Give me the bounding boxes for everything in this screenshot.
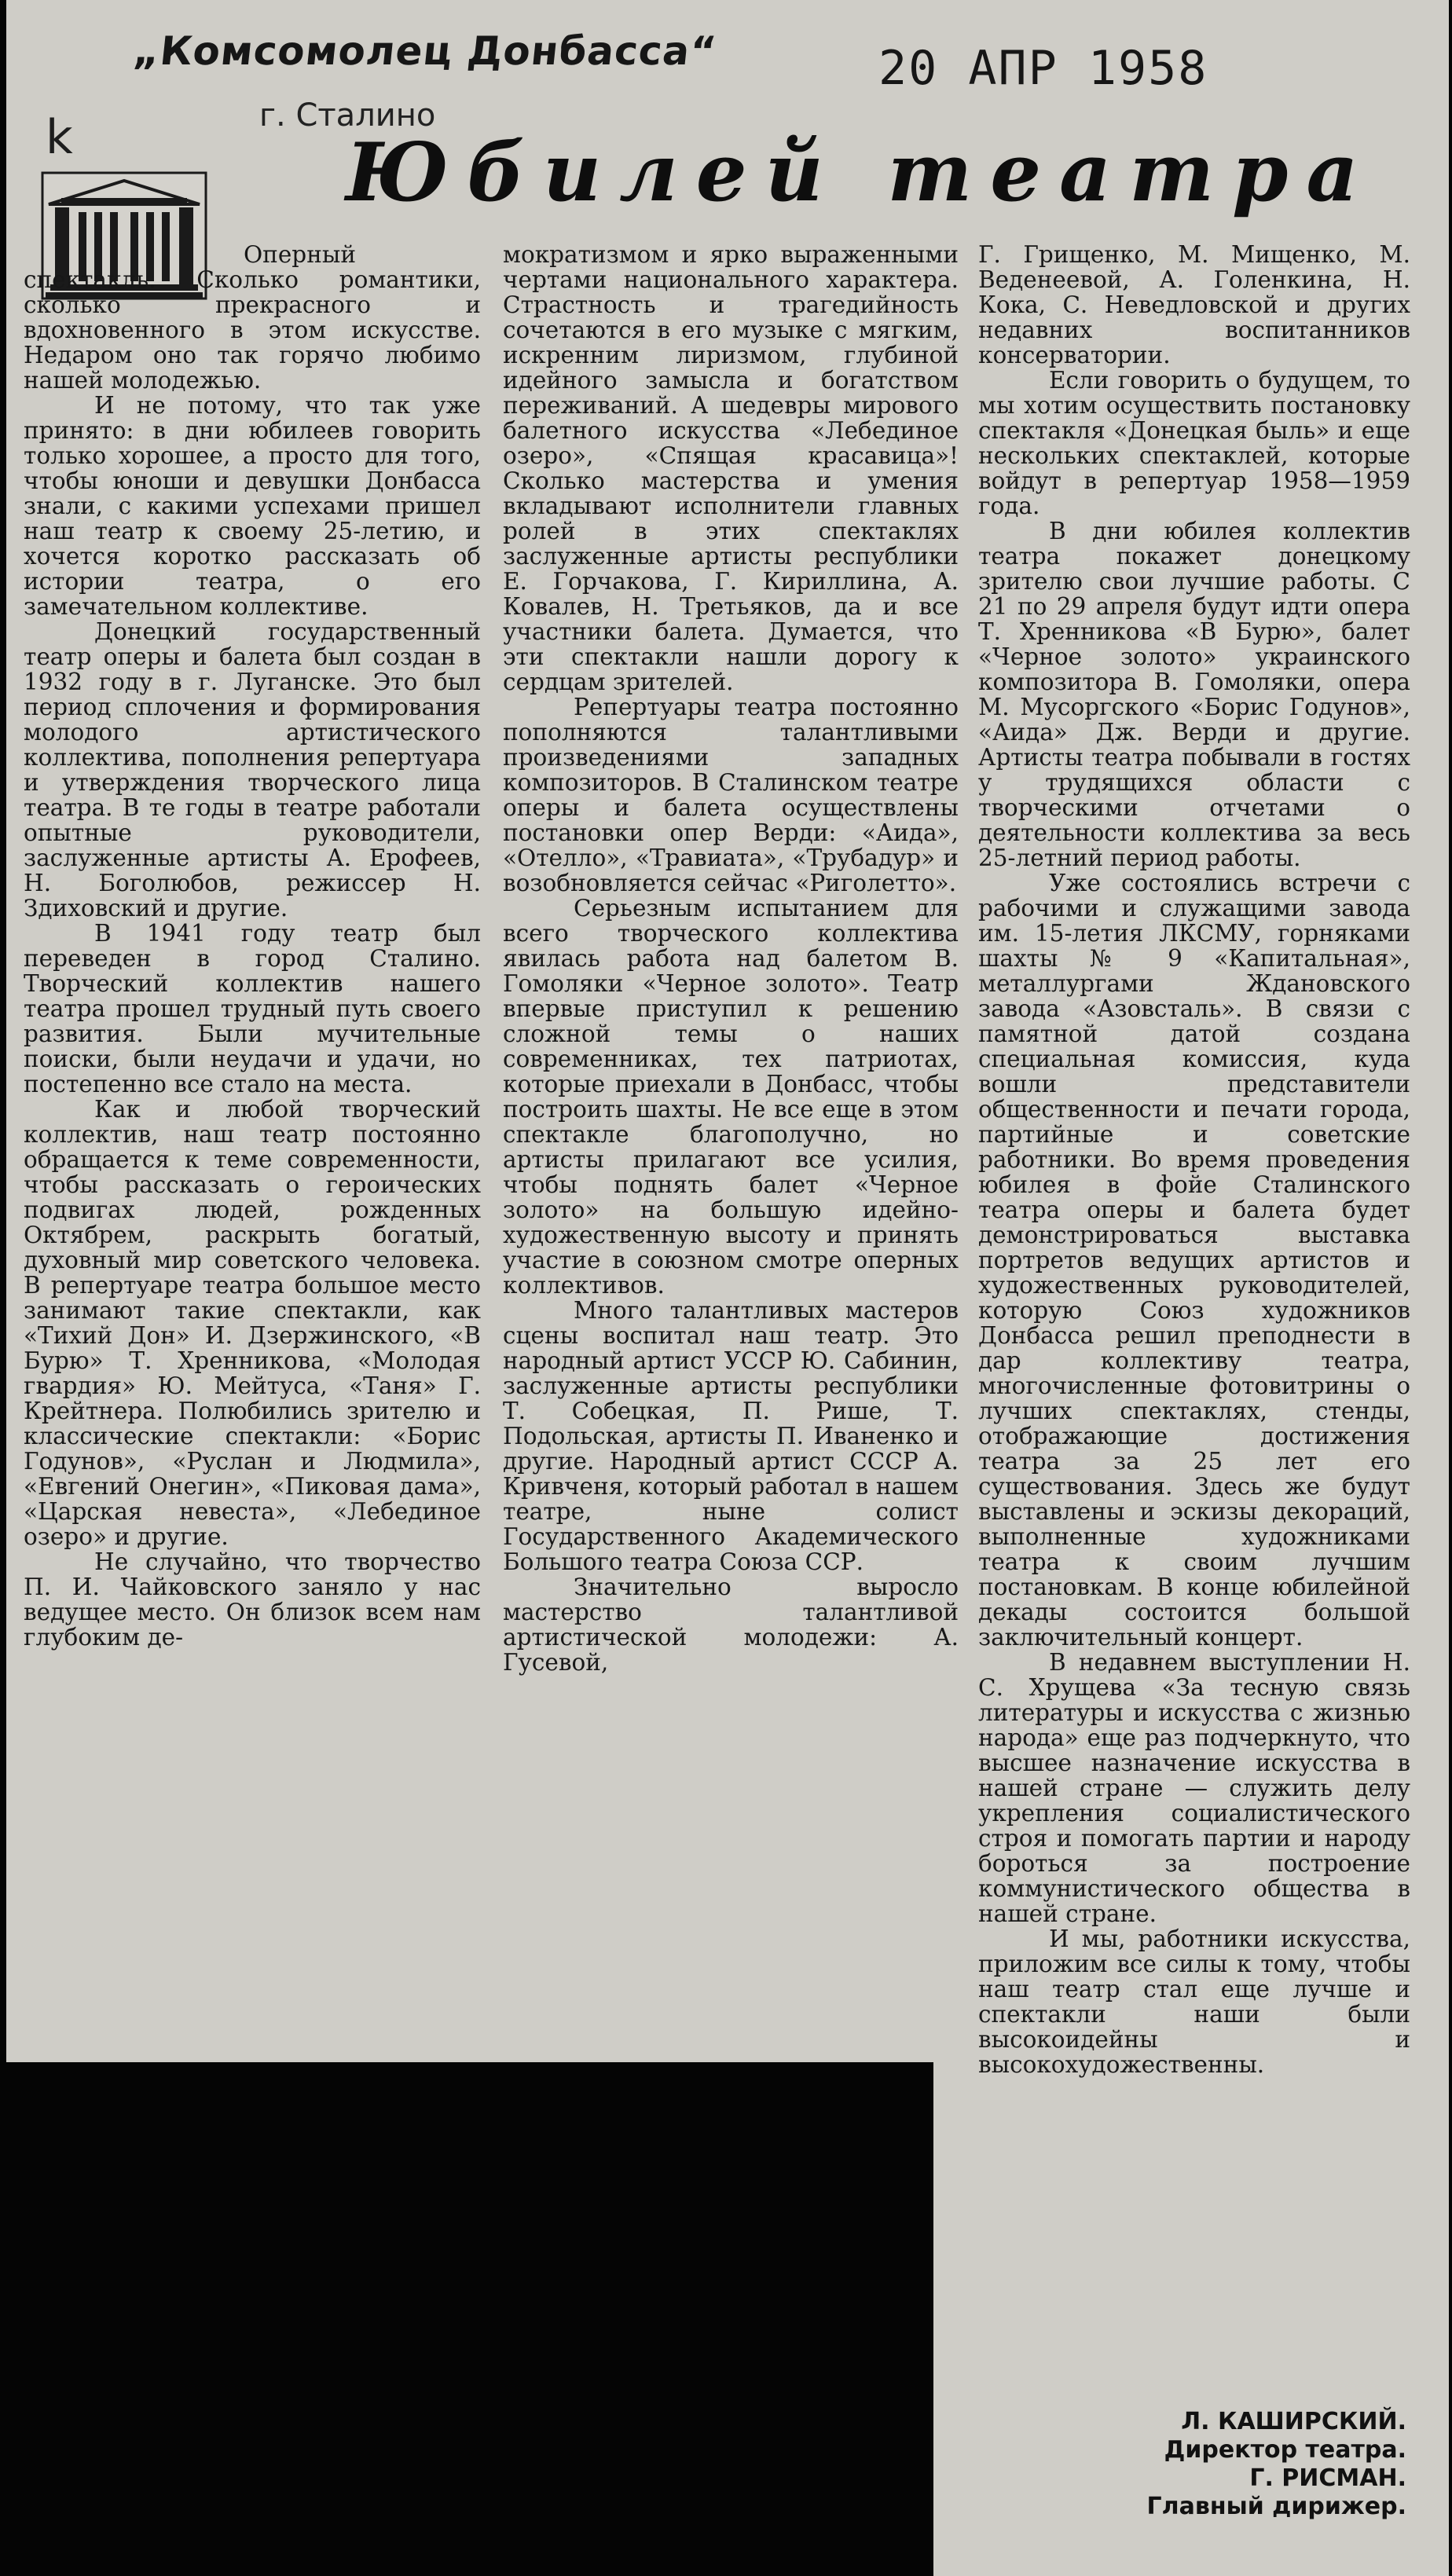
paragraph: Значительно выросло мастерство талантливой артистической молодежи: А. Гусевой,: [503, 1574, 959, 1676]
signature-block: [966, 2408, 1406, 2521]
paragraph: Уже состоялись встречи с рабочими и служащими завода им. 15-летия ЛКСМУ, горняками шахты № 9 «Капитальная», металлургами Ждановского завода «Азовсталь». В связи с памятной датой создана специальная комиссия, куда вошли представители общественности и печати города, партийные и советские работники. Во время проведения юбилея в фойе Сталинского театра оперы и балета будет демонстрироваться выставка портретов ведущих артистов и художественных руководителей, которую Союз художников Донбасса решил преподнести в дар коллективу театра, многочисленные фотовитрины о лучших спектаклях, стенды, отображающие достижения театра за 25 лет его существования. Здесь же будут выставлены и эскизы декораций, выполненные художниками театра к своим лучшим постановкам. В конце юбилейной декады состоится большой заключительный концерт.: [978, 870, 1410, 1651]
paragraph: И мы, работники искусства, приложим все силы к тому, чтобы наш театр стал еще лучше и спектакли наши были высокоидейны и высокохудожественны.: [978, 1926, 1410, 2078]
paragraph: В 1941 году театр был переведен в город Сталино. Творческий коллектив нашего театра прошел трудный путь своего развития. Были мучительные поиски, были неудачи и удачи, но постепенно все стало на места.: [24, 920, 481, 1097]
paragraph: мократизмом и ярко выраженными чертами национального характера. Страстность и трагедийность сочетаются в его музыке с мягким, искренним лиризмом, глубиной идейного замысла и богатством переживаний. А шедевры мирового балетного искусства «Лебединое озеро», «Спящая красавица»! Сколько мастерства и умения вкладывают исполнители главных ролей в этих спектаклях заслуженные артисты республики Е. Горчакова, Г. Кириллина, А. Ковалев, Н. Третьяков, да и все участники балета. Думается, что эти спектакли нашли дорогу к сердцам зрителей.: [503, 241, 959, 695]
signature-role: Главный дирижер.: [1146, 2493, 1406, 2520]
paragraph: Оперный спектакль. Сколько романтики, сколько прекрасного и вдохновенного в этом искусстве. Недаром оно так горячо любимо нашей молодежью.: [24, 241, 481, 394]
paragraph: Донецкий государственный театр оперы и балета был создан в 1932 году в г. Луганске. Это был период сплочения и формирования молодого артистического коллектива, пополнения репертуара и утверждения творческого лица театра. В те годы в театре работали опытные руководители, заслуженные артисты А. Ерофеев, Н. Боголюбов, режиссер Н. Здиховский и другие.: [24, 618, 481, 922]
article-column-1: [24, 242, 481, 1650]
article-column-2: [503, 242, 959, 1675]
paragraph: Много талантливых мастеров сцены воспитал наш театр. Это народный артист УССР Ю. Сабинин, заслуженные артисты республики Т. Собецкая, П. Рише, Т. Подольская, артисты П. Иваненко и другие. Народный артист СССР А. Кривченя, который работал в нашем театре, ныне солист Государственного Академического Большого театра Союза ССР.: [503, 1297, 959, 1575]
article-column-3: [978, 242, 1410, 2077]
article-title: Юбилей театра: [346, 126, 1377, 220]
handwritten-mark: k: [46, 110, 73, 165]
newspaper-name: „Комсомолец Донбасса“: [130, 28, 720, 74]
paragraph: И не потому, что так уже принято: в дни юбилеев говорить только хорошее, а просто для того, чтобы юноши и девушки Донбасса знали, с какими успехами пришел наш театр к своему 25-летию, и хочется коротко рассказать об истории театра, о его замечательном коллективе.: [24, 392, 481, 620]
signature-role: Директор театра.: [1164, 2436, 1406, 2464]
paragraph: Если говорить о будущем, то мы хотим осуществить постановку спектакля «Донецкая быль» и еще нескольких спектаклей, которые войдут в репертуар 1958—1959 года.: [978, 367, 1410, 519]
signature-name: Г. РИСМАН.: [1249, 2464, 1406, 2492]
paragraph: Не случайно, что творчество П. И. Чайковского заняло у нас ведущее место. Он близок всем нам глубоким де-: [24, 1548, 481, 1651]
paragraph: Г. Грищенко, М. Мищенко, М. Веденеевой, А. Голенкина, Н. Кока, С. Неведловской и других недавних воспитанников консерватории.: [978, 241, 1410, 368]
paragraph: Серьезным испытанием для всего творческого коллектива явилась работа над балетом В. Гомоляки «Черное золото». Театр впервые приступил к решению сложной темы о наших современниках, тех патриотах, которые приехали в Донбасс, чтобы построить шахты. Не все еще в этом спектакле благополучно, но артисты прилагают все усилия, чтобы поднять балет «Черное золото» на большую идейно-художественную высоту и принять участие в союзном смотре оперных коллективов.: [503, 895, 959, 1299]
paragraph: Репертуары театра постоянно пополняются талантливыми произведениями западных композиторов. В Сталинском театре оперы и балета осуществлены постановки опер Верди: «Аида», «Отелло», «Травиата», «Трубадур» и возобновляется сейчас «Риголетто».: [503, 694, 959, 896]
city-label: г. Сталино: [259, 97, 436, 134]
paragraph: Как и любой творческий коллектив, наш театр постоянно обращается к теме современности, чтобы рассказать о героических подвигах людей, рожденных Октябрем, раскрыть богатый, духовный мир советского человека. В репертуаре театра большое место занимают такие спектакли, как «Тихий Дон» И. Дзержинского, «В Бурю» Т. Хренникова, «Молодая гвардия» Ю. Мейтуса, «Таня» Г. Крейтнера. Полюбились зрителю и классические спектакли: «Борис Годунов», «Руслан и Людмила», «Евгений Онегин», «Пиковая дама», «Царская невеста», «Лебединое озеро» и другие.: [24, 1096, 481, 1550]
paragraph: В недавнем выступлении Н. С. Хрущева «За тесную связь литературы и искусства с жизнью народа» еще раз подчеркнуто, что высшее назначение искусства в нашей стране — служить делу укрепления социалистического строя и помогать партии и народу бороться за построение коммунистического общества в нашей стране.: [978, 1649, 1410, 1927]
paragraph: В дни юбилея коллектив театра покажет донецкому зрителю свои лучшие работы. С 21 по 29 апреля будут идти опера Т. Хренникова «В Бурю», балет «Черное золото» украинского композитора В. Гомоляки, опера М. Мусоргского «Борис Годунов», «Аида» Дж. Верди и другие. Артисты театра побывали в гостях у трудящихся области с творческими отчетами о деятельности коллектива за весь 25-летний период работы.: [978, 518, 1410, 871]
signature-name: Л. КАШИРСКИЙ.: [1181, 2408, 1406, 2435]
date-stamp: 20 АПР 1958: [878, 41, 1208, 96]
